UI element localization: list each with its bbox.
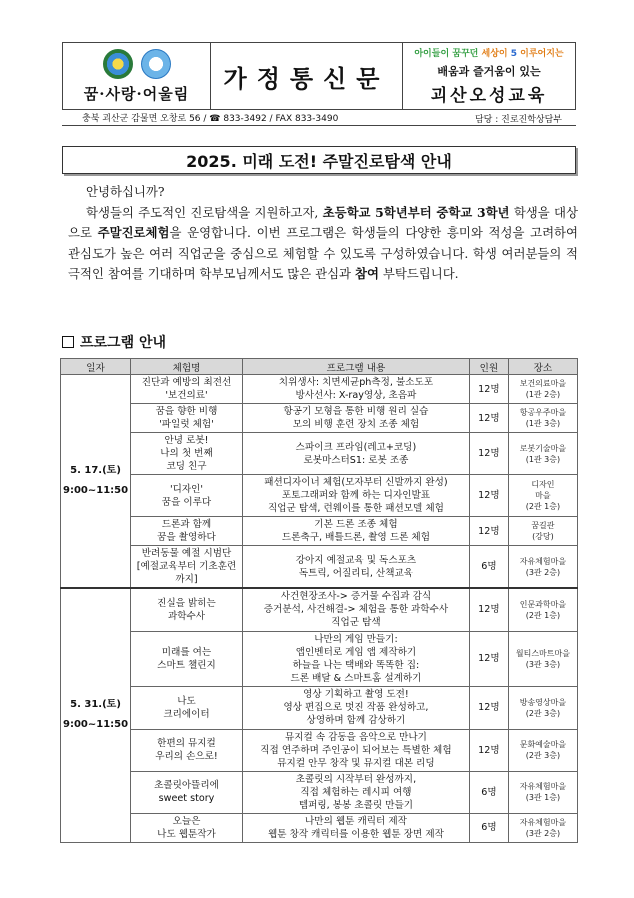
program-name-cell [131,546,243,589]
table-row [61,686,578,729]
intro-text [68,182,578,285]
place-line: (2관 3층) [525,751,561,760]
place-line: 인문과학마을 [519,599,567,609]
people-cell: 6명 [469,813,508,842]
program-name-line: 진실을 밝히는 [157,597,216,609]
program-name-cell [131,686,243,729]
program-name-cell [131,588,243,631]
checkbox-square-icon [62,336,74,348]
program-content-line: 방사선사: X-ray영상, 초음파 [295,390,417,401]
program-name-line: 꿈을 촬영하다 [157,532,216,543]
table-row [61,588,578,631]
program-name-line: '파일럿 체험' [159,419,214,430]
program-name-line: [예절교육부터 기초훈련까지] [136,561,237,585]
people-cell: 12명 [469,517,508,546]
people-cell: 12명 [469,433,508,475]
region-education: 괴산오성교육 [430,86,548,106]
program-content-line: 모의 비행 훈련 장치 조종 체험 [292,419,420,430]
program-name-line: 스마트 챌린지 [157,659,216,671]
program-content-line: 직업군 탐색 [331,617,381,629]
table-row [61,475,578,517]
program-content-cell [242,631,469,686]
table-row [61,546,578,589]
program-name-cell [131,404,243,433]
program-name-line: '디자인' [169,483,204,495]
date-cell [61,375,131,589]
place-cell [508,375,577,404]
date-cell [61,588,131,842]
place-cell [508,475,577,517]
program-content-cell [242,729,469,771]
place-line: 항공우주마을 [519,408,567,417]
program-name-line: 드론과 함께 [161,519,212,530]
program-content-line: 독트릭, 어질리티, 산책교육 [298,567,414,579]
program-name-line: 안녕 로봇! [164,435,209,446]
header-people: 인원 [469,359,508,375]
place-line: (1관 2층) [525,390,561,399]
program-content-line: 치위생사: 치면세균ph측정, 불소도포 [278,377,434,388]
program-content-line: 나만의 웹툰 캐릭터 제작 [305,815,407,827]
place-line: (3관 3층) [525,659,561,669]
place-cell [508,588,577,631]
place-line: 디자인 [531,480,555,489]
program-content-line: 영상 기획하고 촬영 도전! [303,689,409,700]
people-cell: 12명 [469,588,508,631]
address-line [62,110,576,126]
place-line: (3관 2층) [525,828,561,838]
table-row [61,404,578,433]
date-line: 9:00~11:50 [63,485,129,496]
program-content-line: 드론 배달 & 스마트홈 설계하기 [290,672,422,684]
program-content-line: 영상 편집으로 멋진 작품 완성하고, [283,702,429,713]
program-content-cell [242,771,469,813]
program-name-cell [131,631,243,686]
program-name-line: 크리에이터 [163,708,210,720]
intro-paragraph: 학생들의 주도적인 진로탐색을 지원하고자, 초등학교 5학년부터 중학교 3학년 학생을 대상으로 주말진로체험을 운영합니다. 이번 프로그램은 학생들의 다양한 흥미와 적성을 고려하여 관심도가 높은 여러 직업군을 중심으로 체험할 수 있도록 구성하였습니다. 학생 여러분들의 적극적인 참여를 기대하며 학부모님께서도 많은 관심과 참여 부탁드립니다. [68,204,578,281]
place-line: 문화예술마을 [519,740,567,749]
school-address: 충북 괴산군 감물면 오창로 56 / ☎ 833-3492 / FAX 833-3490 [82,114,339,124]
program-content-cell [242,686,469,729]
place-line: 마을 [535,491,551,500]
program-content-line: 직접 체험하는 레시피 여행 [300,786,412,798]
date-line: 9:00~11:50 [63,719,129,731]
header-date: 일자 [61,359,131,375]
section-title: 프로그램 안내 [80,335,167,351]
program-content-cell [242,433,469,475]
section-heading [62,332,166,352]
place-line: (3관 2층) [525,567,561,577]
program-content-line: 앱인벤터로 게임 앱 제작하기 [295,646,417,658]
place-line: 꿈길관 [531,521,555,530]
program-name-line: 진단과 예방의 최전선 [141,377,232,388]
table-body [61,375,578,843]
program-content-line: 상영하며 함께 감상하기 [306,715,406,726]
program-content-cell [242,813,469,842]
program-content-line: 강아지 예절교육 및 독스포츠 [295,554,417,566]
header-name: 체험명 [131,359,243,375]
program-content-cell [242,475,469,517]
program-content-line: 뮤지컬 속 감동을 음악으로 만나기 [284,731,427,743]
header-left [63,43,211,109]
notice-title: 2025. 미래 도전! 주말진로탐색 안내 [186,151,452,171]
program-content-line: 초콜릿의 시작부터 완성까지, [295,773,417,785]
greeting: 안녕하십니까? [86,184,165,199]
place-line: (강당) [532,532,554,541]
place-line: (2관 3층) [525,708,561,718]
program-name-cell [131,517,243,546]
school-emblem-icon [103,49,133,79]
place-cell [508,771,577,813]
table-row [61,729,578,771]
program-content-line: 스파이크 프라임(레고+코딩) [295,441,417,453]
table-row [61,375,578,404]
place-cell [508,404,577,433]
header-middle [211,43,403,109]
program-content-cell [242,588,469,631]
program-name-line: 우리의 손으로! [155,751,218,762]
table-row [61,433,578,475]
program-name-line: 꿈을 이루다 [161,496,212,508]
program-name-cell [131,433,243,475]
header-right [403,43,575,109]
people-cell: 12명 [469,404,508,433]
program-name-line: 미래를 여는 [161,646,212,658]
program-name-line: 반려동물 예절 시범단 [141,548,232,559]
date-line: 5. 31.(토) [70,699,121,711]
place-line: 로봇기술마을 [519,443,567,453]
department: 담당 : 진로진학상담부 [474,115,562,125]
place-cell [508,546,577,589]
program-name-line: 나도 [177,695,196,707]
program-name-line: 나도 웹툰작가 [157,828,216,840]
place-line: 보건의료마을 [519,379,567,388]
program-name-line: 나의 첫 번째 [160,448,213,459]
program-content-line: 웹툰 창작 캐릭터를 이용한 웹툰 장면 제작 [268,828,444,840]
program-name-cell [131,375,243,404]
table-row [61,517,578,546]
education-logo-icon [141,49,171,79]
program-content-cell [242,517,469,546]
program-content-line: 직접 연주하며 주인공이 되어보는 특별한 체험 [260,744,452,756]
table-row [61,631,578,686]
program-table [60,358,578,843]
place-line: (1관 3층) [525,454,561,464]
place-cell [508,631,577,686]
table-header-row [61,359,578,375]
place-line: (1관 3층) [525,419,561,428]
place-line: 월티스마트마을 [515,648,570,658]
program-name-line: 한편의 뮤지컬 [157,738,216,749]
place-line: (3관 1층) [525,793,561,802]
program-content-line: 뮤지컬 안무 창작 및 뮤지컬 대본 리딩 [277,757,435,769]
program-name-cell [131,729,243,771]
program-content-line: 기본 드론 조종 체험 [314,519,398,530]
place-cell [508,813,577,842]
logos [103,49,171,79]
program-name-line: sweet story [158,793,215,804]
program-name-line: 꿈을 향한 비행 [155,406,218,417]
people-cell: 12명 [469,686,508,729]
newsletter-header [62,42,576,110]
program-name-cell [131,475,243,517]
slogan-sub: 배움과 즐거움이 있는 [437,65,541,78]
program-content-line: 사건현장조사-> 증거물 수집과 감식 [280,591,432,603]
program-content-line: 직업군 탐색, 런웨이를 통한 패션모델 체험 [268,503,444,514]
program-content-line: 하늘을 나는 택배와 똑똑한 집: [292,659,420,671]
people-cell: 12명 [469,631,508,686]
header-content: 프로그램 내용 [242,359,469,375]
program-name-line: '보건의료' [165,390,208,401]
place-cell [508,729,577,771]
program-name-cell [131,771,243,813]
place-cell [508,686,577,729]
people-cell: 6명 [469,546,508,589]
people-cell: 12명 [469,475,508,517]
place-cell [508,433,577,475]
program-content-line: 나만의 게임 만들기: [314,633,398,645]
place-line: (2관 1층) [525,610,561,620]
people-cell: 6명 [469,771,508,813]
place-line: 자유체험마을 [519,556,567,566]
program-content-line: 증거분석, 사건해결-> 체험을 통한 과학수사 [263,604,449,616]
program-name-line: 오늘은 [172,815,201,827]
program-name-cell [131,813,243,842]
header-place: 장소 [508,359,577,375]
program-content-line: 드론축구, 배틀드론, 촬영 드론 체험 [281,532,430,543]
people-cell: 12명 [469,729,508,771]
program-content-line: 항공기 모형을 통한 비행 원리 실습 [283,406,429,417]
program-content-line: 로봇마스터S1: 로봇 조종 [303,454,409,466]
program-name-line: 코딩 친구 [166,461,207,472]
program-content-line: 포토그래퍼와 함께 하는 디자인발표 [281,490,431,501]
place-line: 자유체험마을 [519,817,567,827]
place-cell [508,517,577,546]
place-line: 자유체험마을 [519,782,567,791]
slogan-line: 아이들이 꿈꾸던 세상이 5 이루어지는 [414,49,564,59]
notice-title-box [62,146,576,174]
place-line: (2관 1층) [525,502,561,511]
program-content-line: 템퍼링, 봉봉 초콜릿 만들기 [298,799,414,811]
school-motto: 꿈·사랑·어울림 [83,84,190,103]
program-name-line: 초콜릿아뜰리에 [154,780,219,791]
program-content-cell [242,546,469,589]
table-row [61,813,578,842]
date-line: 5. 17.(토) [70,465,121,476]
table-row [61,771,578,813]
program-content-cell [242,375,469,404]
program-content-cell [242,404,469,433]
people-cell: 12명 [469,375,508,404]
program-name-line: 과학수사 [167,610,206,622]
program-content-line: 패션디자이너 체험(모자부터 신발까지 완성) [264,477,448,488]
place-line: 방송영상마을 [519,697,567,707]
paper-title: 가정통신문 [223,63,390,93]
